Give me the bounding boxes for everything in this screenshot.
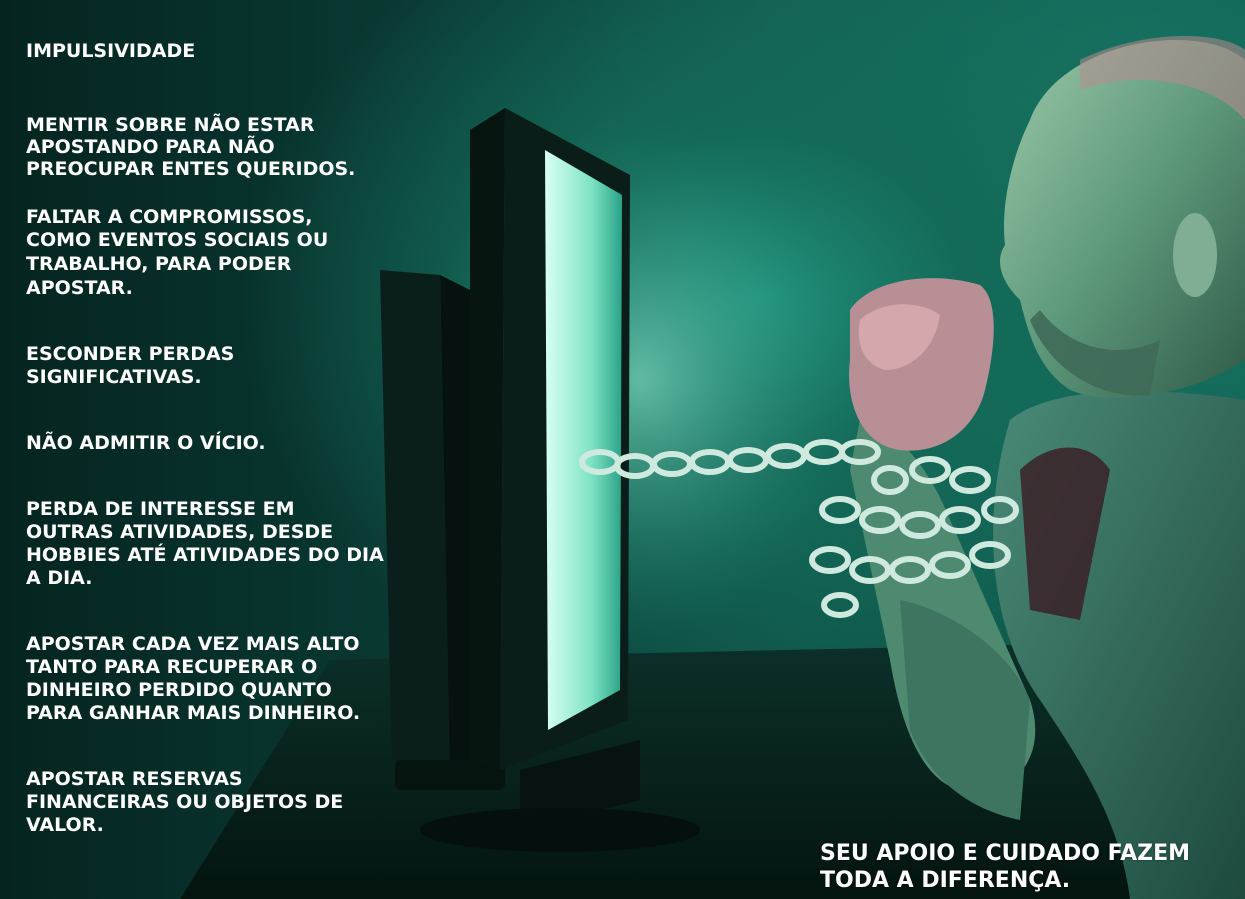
list-item-line: PERDA DE INTERESSE EM xyxy=(26,498,295,520)
ear xyxy=(1173,213,1217,297)
list-item-line: VALOR. xyxy=(26,814,104,836)
head xyxy=(1000,40,1245,398)
list-item-line: HOBBIES ATÉ ATIVIDADES DO DIA xyxy=(26,544,384,566)
list-item-line: APOSTAR. xyxy=(26,277,133,299)
list-item-line: COMO EVENTOS SOCIAIS OU xyxy=(26,229,329,251)
list-item-line: DINHEIRO PERDIDO QUANTO xyxy=(26,679,332,701)
list-item-line: APOSTAR CADA VEZ MAIS ALTO xyxy=(26,633,360,655)
list-item-line: APOSTAR RESERVAS xyxy=(26,768,243,790)
list-item-line: FINANCEIRAS OU OBJETOS DE xyxy=(26,791,344,813)
list-item-line: ESCONDER PERDAS xyxy=(26,343,235,365)
list-item-line: PREOCUPAR ENTES QUERIDOS. xyxy=(26,158,356,180)
list-item-line: TANTO PARA RECUPERAR O xyxy=(26,656,318,678)
list-item-line: A DIA. xyxy=(26,567,93,589)
list-item-line: NÃO ADMITIR O VÍCIO. xyxy=(26,432,266,454)
list-item-line: FALTAR A COMPROMISSOS, xyxy=(26,206,313,228)
monitor-screen xyxy=(545,150,622,730)
support-message xyxy=(820,840,1220,894)
list-item-line: SIGNIFICATIVAS. xyxy=(26,366,202,388)
hands xyxy=(849,278,994,451)
heading: IMPULSIVIDADE xyxy=(26,40,196,62)
support-message-line: TODA A DIFERENÇA. xyxy=(820,868,1071,893)
list-item-line: TRABALHO, PARA PODER xyxy=(26,253,292,275)
support-message-line: SEU APOIO E CUIDADO FAZEM xyxy=(820,841,1190,866)
list-item-line: PARA GANHAR MAIS DINHEIRO. xyxy=(26,702,361,724)
list-item-line: OUTRAS ATIVIDADES, DESDE xyxy=(26,521,334,543)
list-item-line: MENTIR SOBRE NÃO ESTAR xyxy=(26,114,315,136)
list-item-line: APOSTANDO PARA NÃO xyxy=(26,136,275,158)
